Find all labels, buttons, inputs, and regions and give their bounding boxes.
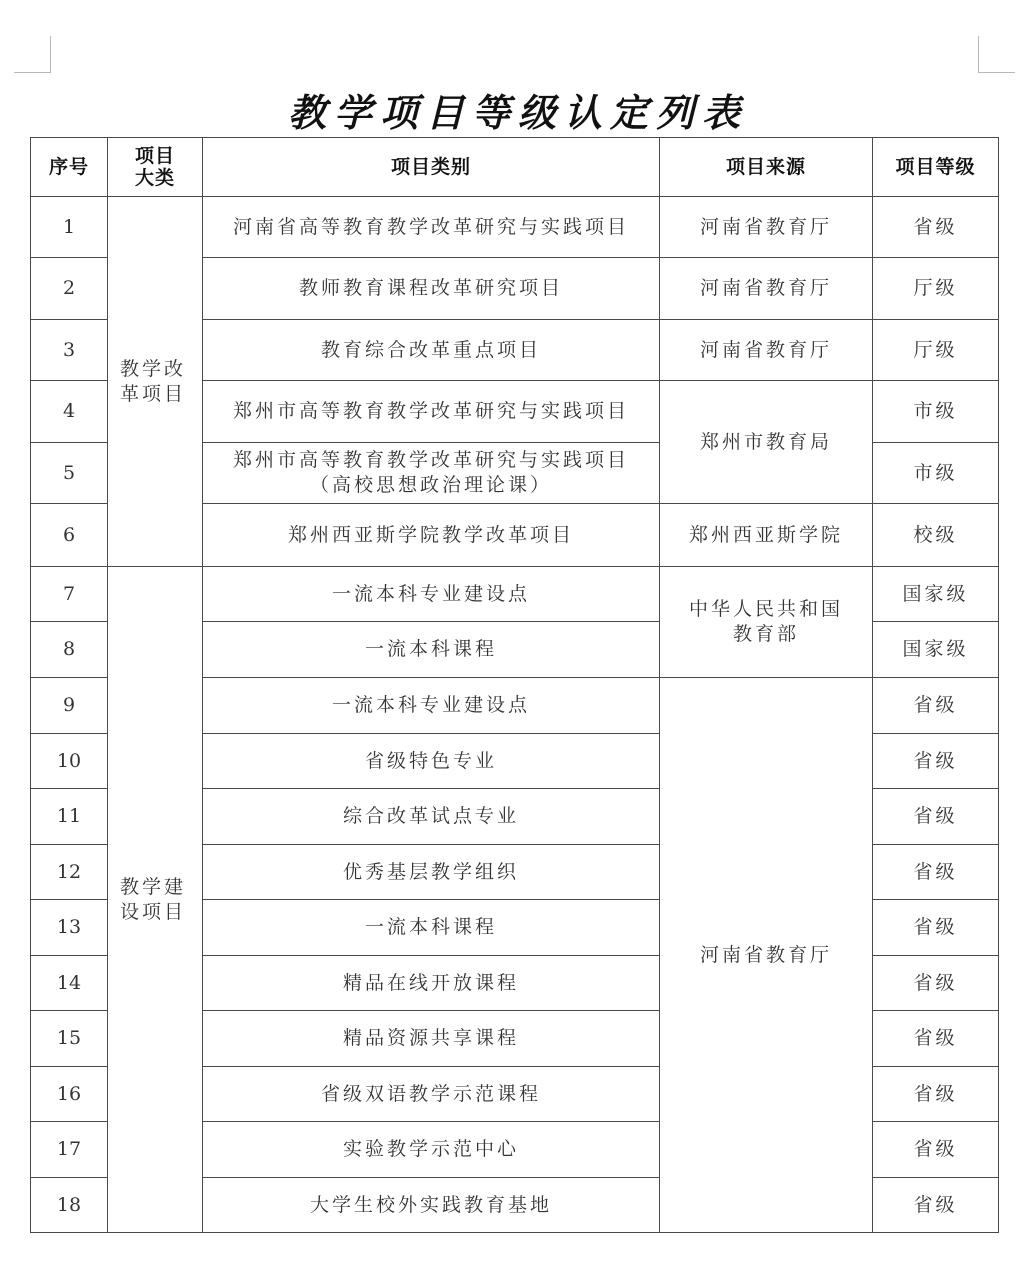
row-seq: 17 bbox=[31, 1122, 108, 1178]
category-reform bbox=[108, 197, 203, 567]
row-type: 一流本科课程 bbox=[203, 900, 660, 956]
header-source: 项目来源 bbox=[660, 138, 873, 197]
row-level: 校级 bbox=[873, 504, 999, 567]
header-category: 项目 大类 bbox=[108, 138, 203, 197]
row-source: 中华人民共和国教育部 bbox=[660, 567, 873, 678]
row-type: 精品在线开放课程 bbox=[203, 956, 660, 1011]
header-row bbox=[31, 138, 999, 197]
row-type: 一流本科课程 bbox=[203, 622, 660, 678]
table-row bbox=[31, 197, 999, 258]
row-level: 省级 bbox=[873, 789, 999, 845]
row-level: 省级 bbox=[873, 900, 999, 956]
row-type: 一流本科专业建设点 bbox=[203, 567, 660, 622]
row-seq: 8 bbox=[31, 622, 108, 678]
row-type: 郑州市高等教育教学改革研究与实践项目（高校思想政治理论课） bbox=[203, 443, 660, 504]
row-level: 省级 bbox=[873, 845, 999, 900]
row-level: 国家级 bbox=[873, 622, 999, 678]
row-type: 郑州市高等教育教学改革研究与实践项目 bbox=[203, 381, 660, 443]
project-level-table bbox=[30, 137, 999, 1233]
row-seq: 12 bbox=[31, 845, 108, 900]
row-type: 教师教育课程改革研究项目 bbox=[203, 258, 660, 320]
row-type: 精品资源共享课程 bbox=[203, 1011, 660, 1067]
row-source: 河南省教育厅 bbox=[660, 320, 873, 381]
row-level: 省级 bbox=[873, 1178, 999, 1233]
row-seq: 3 bbox=[31, 320, 108, 381]
row-seq: 2 bbox=[31, 258, 108, 320]
row-seq: 18 bbox=[31, 1178, 108, 1233]
row-type: 河南省高等教育教学改革研究与实践项目 bbox=[203, 197, 660, 258]
row-level: 省级 bbox=[873, 678, 999, 734]
row-level: 省级 bbox=[873, 734, 999, 789]
page-title: 教学项目等级认定列表 bbox=[287, 90, 748, 135]
row-type: 郑州西亚斯学院教学改革项目 bbox=[203, 504, 660, 567]
row-seq: 5 bbox=[31, 443, 108, 504]
category-construction bbox=[108, 567, 203, 1233]
row-level: 省级 bbox=[873, 1011, 999, 1067]
row-level: 厅级 bbox=[873, 258, 999, 320]
row-type: 实验教学示范中心 bbox=[203, 1122, 660, 1178]
row-seq: 15 bbox=[31, 1011, 108, 1067]
row-source: 河南省教育厅 bbox=[660, 258, 873, 320]
row-type: 省级双语教学示范课程 bbox=[203, 1067, 660, 1122]
row-level: 省级 bbox=[873, 956, 999, 1011]
row-seq: 9 bbox=[31, 678, 108, 734]
row-source: 郑州市教育局 bbox=[660, 381, 873, 504]
row-seq: 13 bbox=[31, 900, 108, 956]
row-seq: 16 bbox=[31, 1067, 108, 1122]
row-type: 大学生校外实践教育基地 bbox=[203, 1178, 660, 1233]
row-seq: 6 bbox=[31, 504, 108, 567]
row-seq: 4 bbox=[31, 381, 108, 443]
row-source: 河南省教育厅 bbox=[660, 678, 873, 1233]
row-seq: 10 bbox=[31, 734, 108, 789]
row-seq: 11 bbox=[31, 789, 108, 845]
table-row bbox=[31, 567, 999, 622]
row-level: 省级 bbox=[873, 1067, 999, 1122]
row-source: 郑州西亚斯学院 bbox=[660, 504, 873, 567]
row-source: 河南省教育厅 bbox=[660, 197, 873, 258]
row-type: 综合改革试点专业 bbox=[203, 789, 660, 845]
row-type: 省级特色专业 bbox=[203, 734, 660, 789]
row-level: 市级 bbox=[873, 443, 999, 504]
row-seq: 1 bbox=[31, 197, 108, 258]
row-level: 市级 bbox=[873, 381, 999, 443]
row-level: 国家级 bbox=[873, 567, 999, 622]
row-type: 教育综合改革重点项目 bbox=[203, 320, 660, 381]
row-seq: 14 bbox=[31, 956, 108, 1011]
header-seq: 序号 bbox=[31, 138, 108, 197]
row-seq: 7 bbox=[31, 567, 108, 622]
category-construction-label: 教学建设项目 bbox=[120, 875, 187, 923]
crop-mark-top-right bbox=[978, 36, 1015, 73]
row-level: 省级 bbox=[873, 1122, 999, 1178]
row-type: 优秀基层教学组织 bbox=[203, 845, 660, 900]
row-type: 一流本科专业建设点 bbox=[203, 678, 660, 734]
category-reform-label: 教学改革项目 bbox=[120, 357, 187, 405]
row-level: 厅级 bbox=[873, 320, 999, 381]
crop-mark-top-left bbox=[14, 36, 51, 73]
header-level: 项目等级 bbox=[873, 138, 999, 197]
row-level: 省级 bbox=[873, 197, 999, 258]
header-type: 项目类别 bbox=[203, 138, 660, 197]
